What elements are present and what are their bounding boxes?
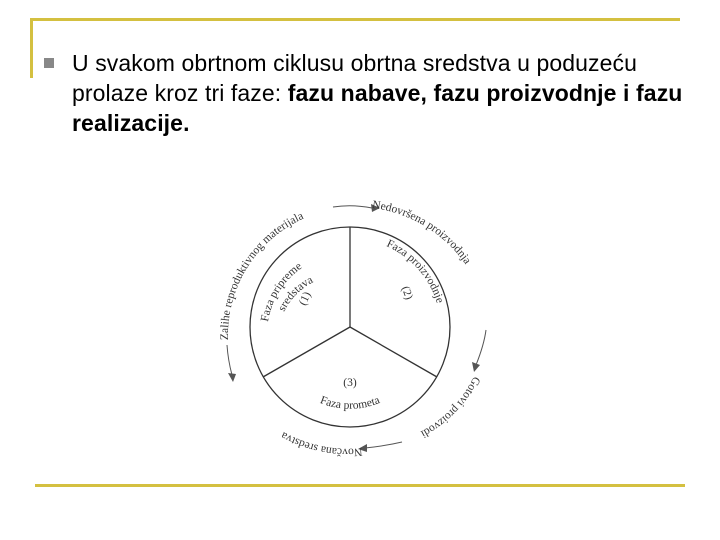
divider-left xyxy=(263,327,350,377)
phase1-number: (1) xyxy=(297,290,314,308)
outer-label-top-left: Zalihe reproduktivnog materijala xyxy=(218,210,306,341)
phase1-line1: Faza pripreme xyxy=(259,260,305,323)
outer-label-bottom-right: Gotovi proizvodi xyxy=(418,374,483,440)
phase3-line1: Faza prometa xyxy=(318,394,382,412)
arrowhead-right xyxy=(472,362,480,372)
bullet-text-bold: fazu nabave, fazu proizvodnje i fazu realizacije. xyxy=(72,80,683,136)
phase3-number: (3) xyxy=(343,377,357,389)
bullet-text-normal: U svakom obrtnom ciklusu obrtna sredstva u poduzeću prolaze kroz tri faze: xyxy=(72,50,638,106)
phase2-number: (2) xyxy=(398,284,415,302)
arrowhead-left xyxy=(228,373,236,382)
phase1-line2: sredstava xyxy=(275,274,315,314)
phase2-line1: Faza proizvodnje xyxy=(384,237,446,305)
outer-label-bottom-left: Novčana sredstva xyxy=(279,429,363,458)
divider-right xyxy=(350,327,437,377)
outer-label-top-right: Nedovršena proizvodnja xyxy=(371,199,474,267)
